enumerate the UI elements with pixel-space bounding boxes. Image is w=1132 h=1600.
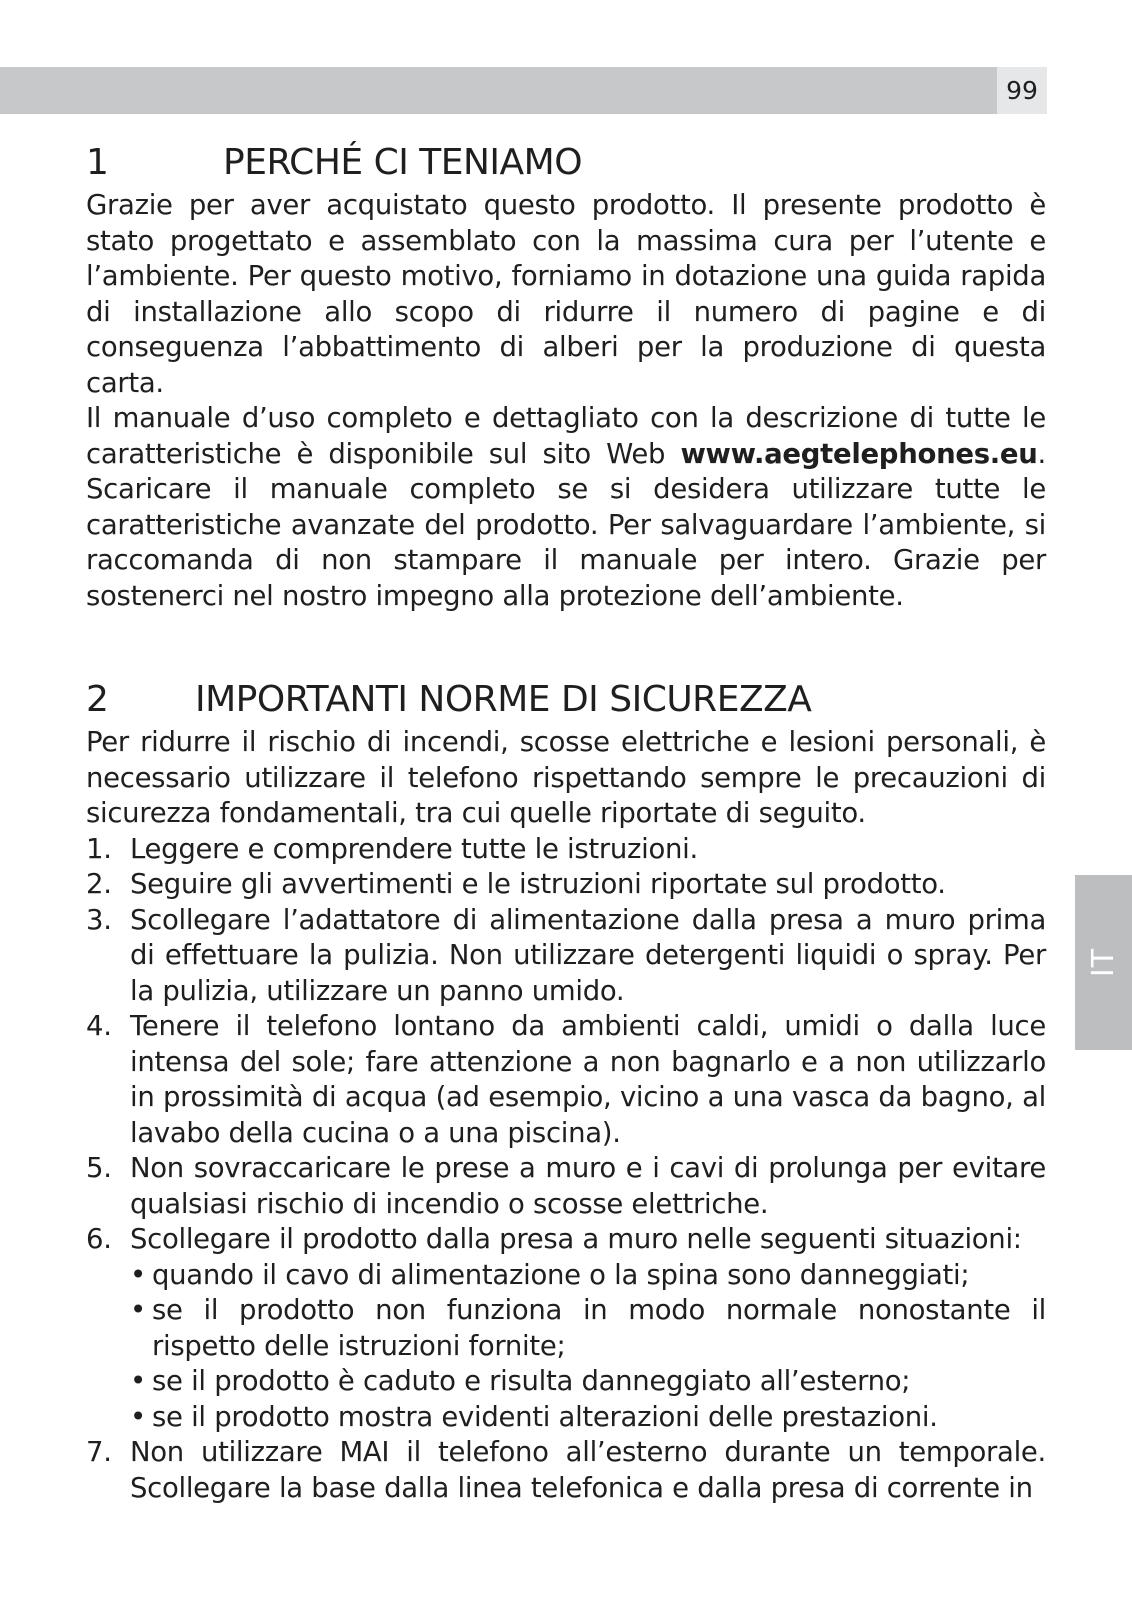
list-item (86, 832, 1046, 868)
bullet-item (130, 1364, 1046, 1400)
section-1-paragraph-1: Grazie per aver acquistato questo prodotto. Il presente prodotto è stato progettato e assemblato con la massima cura per l’utente e l’ambiente. Per questo motivo, forniamo in dotazione una guida rapida di installazione allo scopo di ridurre il numero di pagine e di conseguenza l’abbattimento di alberi per la produzione di questa carta. (86, 189, 1046, 399)
bullet-list (130, 1258, 1046, 1436)
bullet-text: quando il cavo di alimentazione o la spina sono danneggiati; (152, 1258, 970, 1291)
list-item-text: Non sovraccaricare le prese a muro e i cavi di prolunga per evitare qualsiasi rischio di incendio o scosse elettriche. (130, 1152, 1046, 1220)
section-1-heading (86, 140, 1046, 186)
bullet-icon: • (130, 1258, 146, 1291)
list-item-text: Tenere il telefono lontano da ambienti caldi, umidi o dalla luce intensa del sole; fare attenzione a non bagnarlo e a non utilizzarlo in prossimità di acqua (ad esempio, vicino a una vasca da bagno, al lavabo della cucina o a una piscina). (130, 1010, 1046, 1149)
section-1-paragraph-2-end: . Scaricare il manuale completo se si desidera utilizzare tutte le caratteristiche avanzate del prodotto. Per salvaguardare l’ambiente, si raccomanda di non stampare il manuale per intero. Grazie per sostenerci nel nostro impegno alla protezione dell’ambiente. (86, 437, 1046, 612)
list-item-text: Scollegare il prodotto dalla presa a muro nelle seguenti situazioni: (130, 1223, 1022, 1255)
website-link[interactable]: www.aegtelephones.eu (680, 437, 1038, 470)
list-item (86, 1222, 1046, 1435)
list-item (86, 1009, 1046, 1151)
section-1-paragraph-2 (86, 401, 1046, 614)
list-item-text: Seguire gli avvertimenti e le istruzioni riportate sul prodotto. (130, 868, 946, 900)
list-item-number: 2. (86, 868, 112, 900)
section-1-number: 1 (86, 142, 109, 183)
list-item-text: Scollegare l’adattatore di alimentazione dalla presa a muro prima di effettuare la pulizia. Non utilizzare detergenti liquidi o spray. Per la pulizia, utilizzare un panno umido. (130, 903, 1046, 1007)
section-2-title: IMPORTANTI NORME DI SICUREZZA (195, 679, 812, 720)
list-item (86, 867, 1046, 903)
page-content (86, 140, 1046, 1506)
list-item (86, 1435, 1046, 1506)
page-number (997, 67, 1047, 114)
bullet-text: se il prodotto è caduto e risulta danneggiato all’esterno; (152, 1365, 911, 1397)
bullet-item (130, 1258, 1046, 1294)
list-item (86, 903, 1046, 1010)
list-item (86, 1151, 1046, 1222)
section-2-heading (86, 677, 1046, 723)
bullet-text: se il prodotto mostra evidenti alterazioni delle prestazioni. (152, 1400, 938, 1433)
section-2-number: 2 (86, 679, 109, 720)
list-item-number: 3. (86, 903, 112, 936)
bullet-icon: • (130, 1365, 146, 1397)
page-number-text: 99 (1006, 76, 1038, 105)
language-tab (1075, 875, 1132, 1050)
bullet-icon: • (130, 1400, 146, 1433)
list-item-number: 7. (86, 1436, 112, 1468)
list-item-number: 6. (86, 1223, 112, 1255)
list-item-number: 1. (86, 832, 112, 865)
list-item-number: 5. (86, 1152, 112, 1184)
list-item-body (130, 1222, 1046, 1435)
section-1-paragraph-2-start: Il manuale d’uso completo e dettagliato con la descrizione di tutte le caratteristiche è disponibile sul sito Web (86, 402, 1046, 470)
list-item-number: 4. (86, 1010, 112, 1042)
bullet-item (130, 1400, 1046, 1436)
section-2-intro: Per ridurre il rischio di incendi, scosse elettriche e lesioni personali, è necessario utilizzare il telefono rispettando sempre le precauzioni di sicurezza fondamentali, tra cui quelle riportate di seguito. (86, 726, 1046, 829)
list-item-text: Leggere e comprendere tutte le istruzioni. (130, 832, 698, 865)
list-item-text: Non utilizzare MAI il telefono all’esterno durante un temporale. Scollegare la base dalla linea telefonica e dalla presa di corrente in (130, 1436, 1046, 1504)
language-tab-label: IT (1086, 947, 1121, 978)
section-1-title: PERCHÉ CI TENIAMO (223, 142, 583, 183)
bullet-item (130, 1293, 1046, 1364)
bullet-text: se il prodotto non funziona in modo normale nonostante il rispetto delle istruzioni fornite; (152, 1294, 1046, 1362)
header-bar (0, 67, 997, 114)
safety-rules-list (86, 832, 1046, 1507)
bullet-icon: • (130, 1294, 146, 1326)
